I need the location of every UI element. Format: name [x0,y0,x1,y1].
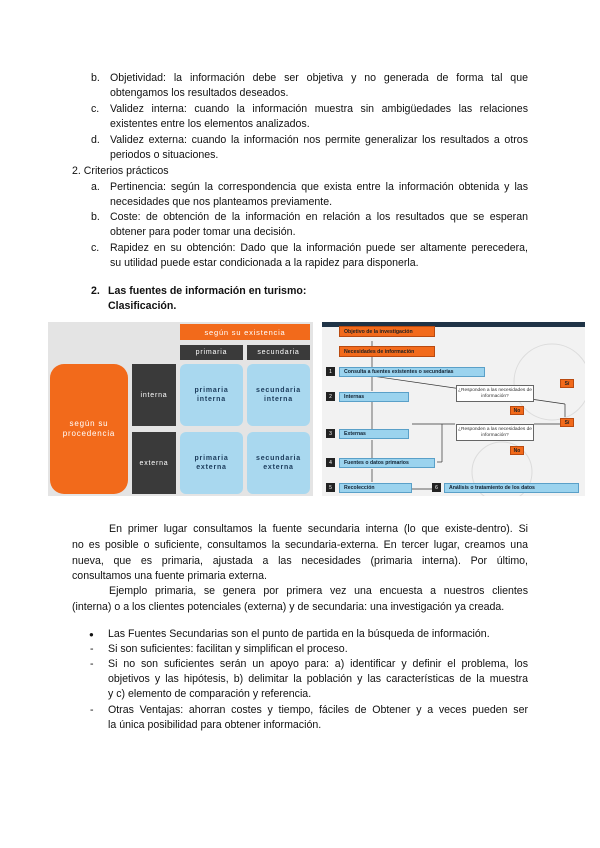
bullet-line: Las Fuentes Secundarias son el punto de partida en la búsqueda de información. [108,628,490,640]
paragraph-line: (interna) o a los clientes potenciales (externa) y de secundaria: una investigación ya creada. [72,601,505,613]
step-number: 3 [326,429,335,438]
objetivo-box: Objetivo de la investigación [339,326,435,337]
list-marker: c. [91,242,100,254]
secundaria-header: secundaria [247,345,310,360]
yes-badge: Sí [560,379,574,388]
step-number: 4 [326,458,335,467]
step-number: 2 [326,392,335,401]
no-badge: No [510,406,524,415]
list-item-line: existentes entre los elementos analizados. [110,118,310,130]
step-number: 6 [432,483,441,492]
step-externas-box: Externas [339,429,409,439]
primaria-header: primaria [180,345,243,360]
list-item-line: Rapidez en su obtención: Dado que la información puede ser altamente perecedera, [110,242,528,254]
paragraph-line: Ejemplo primaria, se genera por primera vez una encuesta a nuestros clientes [109,585,528,597]
paragraph-line: En primer lugar consultamos la fuente secundaria interna (lo que existe-dentro). Si [109,523,528,535]
paragraph-line: consultamos una fuente primaria externa. [72,570,267,582]
question-externas-box: ¿Responden a las necesidades de información? [456,424,534,441]
list-marker: b. [91,72,100,84]
section-title: Las fuentes de información en turismo: [108,285,307,297]
step-primarios-box: Fuentes o datos primarios [339,458,435,468]
list-item-line: Coste: de obtención de la información en relación a los resultados que se esperan [110,211,528,223]
segun-existencia-header: según su existencia [180,324,310,340]
list-item-line: necesidades que nos planteamos previamente. [110,196,333,208]
list-item-line: su utilidad puede estar condicionada a la rapidez para disponerla. [110,257,419,269]
list-item-line: Validez interna: cuando la información muestra sin ambigüedades las relaciones [110,103,528,115]
necesidades-box: Necesidades de información [339,346,435,357]
paragraph-line: no es posible o suficiente, consultamos la secundaria-externa. En tercer lugar, creamos una [72,539,528,551]
bullet-marker: - [90,658,94,670]
list-marker: b. [91,211,100,223]
bullet-marker: - [90,643,94,655]
list-marker: d. [91,134,100,146]
question-internas-box: ¿Responden a las necesidades de información? [456,385,534,402]
bullet-marker: - [90,704,94,716]
classification-diagram [48,322,313,496]
secundaria-interna-cell: secundaria interna [247,364,310,426]
list-marker: c. [91,103,100,115]
primaria-externa-cell: primaria externa [180,432,243,494]
primaria-interna-cell: primaria interna [180,364,243,426]
step-number: 1 [326,367,335,376]
list-item-line: Objetividad: la información debe ser objetiva y no generada de forma tal que [110,72,528,84]
interna-label: interna [132,364,176,426]
bullet-line: la única posibilidad para obtener información. [108,719,322,731]
step-recoleccion-box: Recolección [339,483,412,493]
list-item-line: obtengamos los resultados deseados. [110,87,289,99]
yes-badge: Sí [560,418,574,427]
paragraph-line: nueva, que es primaria, ajustada a las necesidades (primaria interna). Por último, [72,555,528,567]
list-item-line: obtener para poder tomar una decisión. [110,226,296,238]
bullet-line: Otras Ventajas: ahorran costes y tiempo, fáciles de Obtener y a veces pueden ser [108,704,528,716]
list-item-line: Validez externa: cuando la información nos permite generalizar los resultados a otros [110,134,528,146]
list-marker: a. [91,181,100,193]
bullet-line: Si no son suficientes serán un apoyo para: a) identificar y definir el problema, los [108,658,528,670]
bullet-line: y c) elemento de comparación y referencia. [108,688,312,700]
section-subtitle: Clasificación. [108,300,177,312]
bullet-line: Si son suficientes: facilitan y simplifican el proceso. [108,643,348,655]
section-number: 2. [91,285,100,297]
step-analisis-box: Análisis o tratamiento de los datos [444,483,579,493]
criterios-practicos-heading: 2. Criterios prácticos [72,165,169,177]
externa-label: externa [132,432,176,494]
bullet-marker: ● [89,630,94,639]
step-internas-box: Internas [339,392,409,402]
bullet-line: objetivos y las hipótesis, b) delimitar la población y las características de la muestra [108,673,528,685]
list-item-line: periodos o situaciones. [110,149,219,161]
step-number: 5 [326,483,335,492]
segun-procedencia-label: según su procedencia [50,364,128,494]
list-item-line: Pertinencia: según la correspondencia que exista entre la información obtenida y las [110,181,528,193]
secundaria-externa-cell: secundaria externa [247,432,310,494]
research-flow-diagram [322,322,585,496]
no-badge: No [510,446,524,455]
step-consulta-box: Consulta a fuentes existentes o secundarias [339,367,485,377]
